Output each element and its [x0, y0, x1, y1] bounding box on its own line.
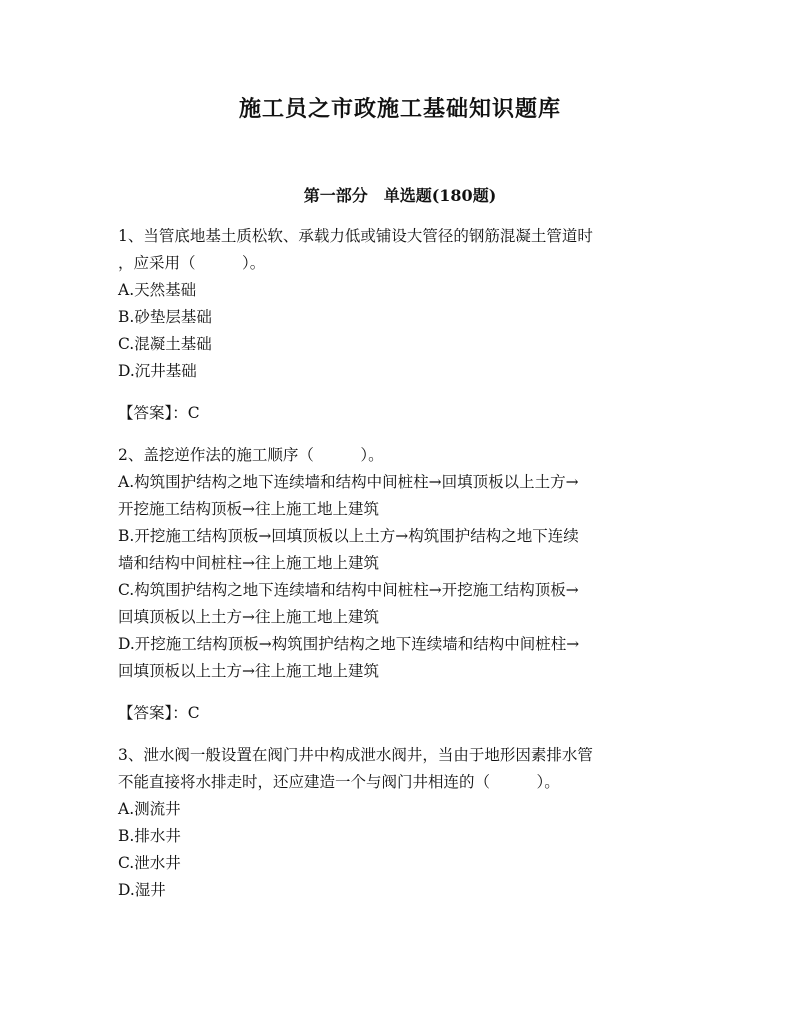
option-c: C.泄水井 [118, 854, 181, 872]
question-list [118, 223, 688, 904]
option-b: B.排水井 [118, 827, 181, 845]
option-a: A.天然基础 [118, 281, 197, 299]
answer-line: 【答案】：C [118, 704, 200, 722]
option-b: B.砂垫层基础 [118, 308, 212, 326]
question-3 [118, 742, 688, 904]
option-d: D.开挖施工结构顶板→构筑围护结构之地下连续墙和结构中间桩柱→ [118, 635, 580, 653]
option-c: C.混凝土基础 [118, 335, 212, 353]
answer-line: 【答案】：C [118, 404, 200, 422]
option-c-continued: 回填顶板以上土方→往上施工地上建筑 [118, 608, 379, 626]
option-a: A.构筑围护结构之地下连续墙和结构中间桩柱→回填顶板以上土方→ [118, 473, 579, 491]
option-a: A.测流井 [118, 800, 181, 818]
option-c: C.构筑围护结构之地下连续墙和结构中间桩柱→开挖施工结构顶板→ [118, 581, 579, 599]
question-1 [118, 223, 688, 427]
question-stem: 3、泄水阀一般设置在阀门井中构成泄水阀井，当由于地形因素排水管 [118, 746, 593, 764]
section-heading: 第一部分 单选题(180题) [303, 186, 497, 205]
option-b-continued: 墙和结构中间桩柱→往上施工地上建筑 [118, 554, 379, 572]
option-a-continued: 开挖施工结构顶板→往上施工地上建筑 [118, 500, 379, 518]
option-d: D.湿井 [118, 881, 166, 899]
question-stem: 1、当管底地基土质松软、承载力低或铺设大管径的钢筋混凝土管道时 [118, 227, 593, 245]
question-stem-continued: ，应采用（ ）。 [118, 254, 266, 272]
question-stem-continued: 不能直接将水排走时，还应建造一个与阀门井相连的（ ）。 [118, 773, 560, 791]
option-d: D.沉井基础 [118, 362, 197, 380]
option-b: B.开挖施工结构顶板→回填顶板以上土方→构筑围护结构之地下连续 [118, 527, 579, 545]
question-stem: 2、盖挖逆作法的施工顺序（ ）。 [118, 446, 384, 464]
question-2 [118, 442, 688, 727]
option-d-continued: 回填顶板以上土方→往上施工地上建筑 [118, 662, 379, 680]
page-title: 施工员之市政施工基础知识题库 [238, 96, 561, 122]
